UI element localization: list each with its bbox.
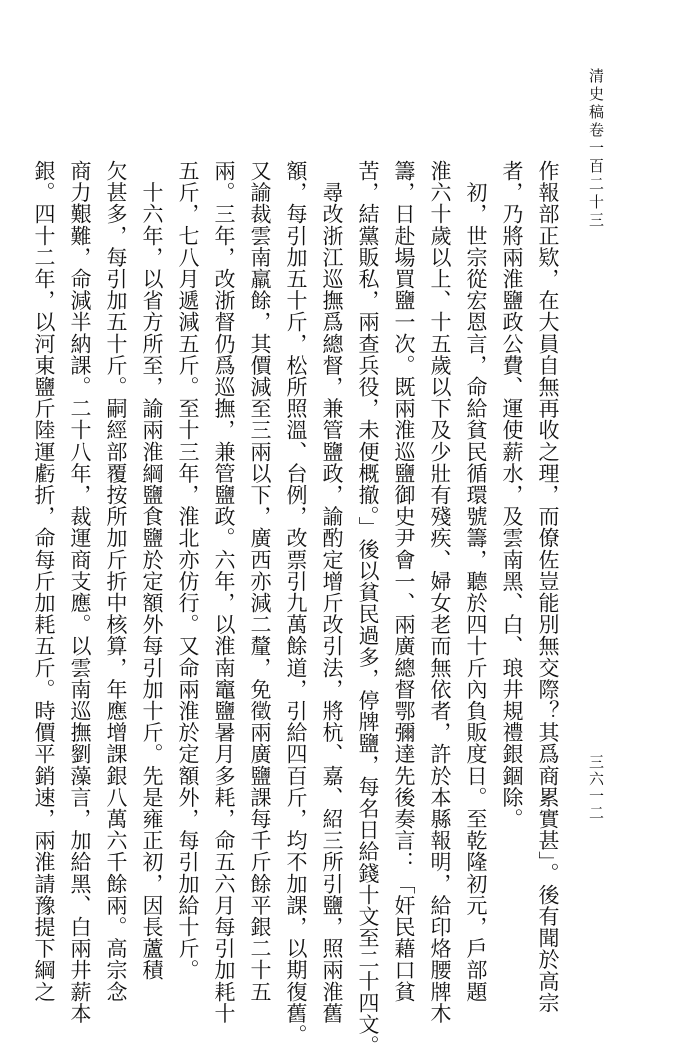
text-column-7: 尋改浙江巡撫爲總督，兼管鹽政，諭酌定增斤改引法，將杭、嘉、紹三所引鹽，照兩淮舊 bbox=[320, 160, 344, 1024]
text-column-6: 苦，結黨販私，兩查兵役，未便概撤。」後以貧民過多，停牌鹽，每名日給錢十文至二十四文。 bbox=[356, 160, 380, 1057]
text-column-12: 十六年，以省方所至，諭兩淮綱鹽食鹽於定額外每引加十斤。先是雍正初，因長蘆積 bbox=[140, 160, 164, 981]
text-column-4: 淮六十歲以上、十五歲以下及少壯有殘疾、婦女老而無依者，許於本縣報明，給印烙腰牌木 bbox=[428, 160, 452, 1024]
text-column-14: 商力艱難，命減半納課。二十八年，裁運商支應。以雲南巡撫劉藻言，加給黑、白兩井薪本 bbox=[68, 160, 92, 1024]
text-column-9: 又諭裁雲南羸餘，其價減至三兩以下，廣西亦減二釐，免徵兩廣鹽課每千斤餘平銀二十五 bbox=[248, 160, 272, 1003]
text-column-1: 作報部正欵，在大員自無再收之理，而僚佐豈能別無交際？其爲商累實甚」。後有聞於高宗 bbox=[536, 160, 560, 1014]
text-column-8: 額，每引加五十斤，松所照溫、台例，改票引九萬餘道，引給四百斤，均不加課，以期復舊。 bbox=[284, 160, 308, 1046]
running-header-title: 清史稿卷一百二十三 bbox=[587, 68, 605, 230]
text-column-15: 銀。四十二年，以河東鹽斤陸運虧折，命每斤加耗五斤。時價平銷速，兩淮請豫提下綱之 bbox=[32, 160, 56, 1003]
text-column-3: 初，世宗從宏恩言，命給貧民循環號籌，聽於四十斤內負販度日。至乾隆初元，戶部題 bbox=[464, 160, 488, 1003]
text-column-10: 兩。三年，改浙督仍爲巡撫，兼管鹽政。六年，以淮南竈鹽暑月多耗，命五六月每引加耗十 bbox=[212, 160, 236, 1024]
text-column-11: 五斤，七八月遞減五斤。至十三年，淮北亦仿行。又命兩淮於定額外，每引加給十斤。 bbox=[176, 160, 200, 981]
text-column-2: 者，乃將兩淮鹽政公費、運使薪水，及雲南黑、白、琅井規禮銀錮除。 bbox=[500, 160, 524, 830]
text-column-13: 欠甚多，每引加五十斤。嗣經部覆按所加斤折中核算，年應增課銀八萬六千餘兩。高宗念 bbox=[104, 160, 128, 1003]
text-column-5: 籌，日赴場買鹽一次。既兩淮巡鹽御史尹會一、兩廣總督鄂彌達先後奏言：「奸民藉口貧 bbox=[392, 160, 416, 1003]
page-number: 三六一二 bbox=[587, 754, 605, 822]
